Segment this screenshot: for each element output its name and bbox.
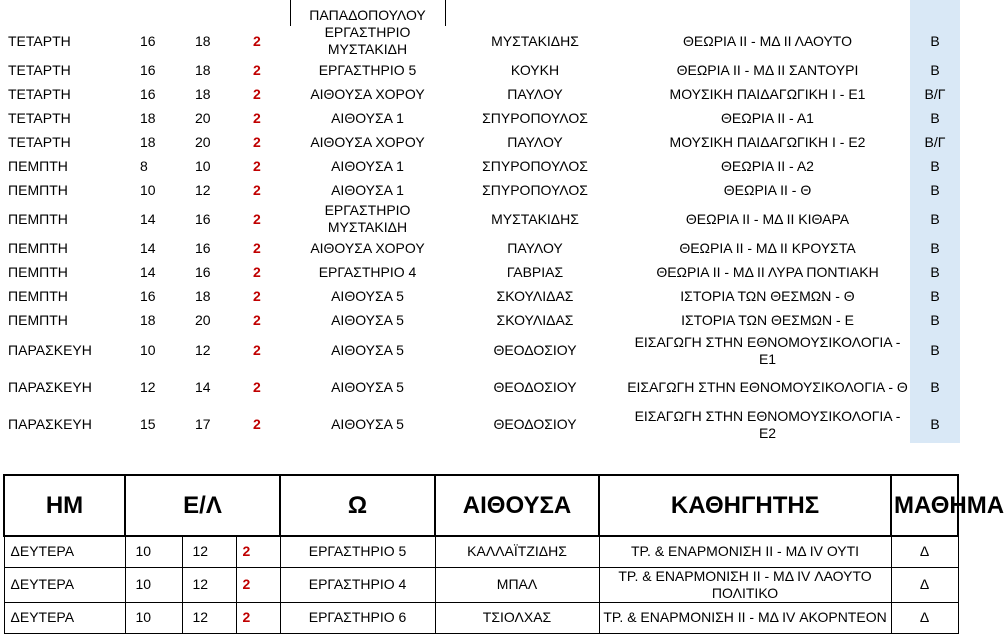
teacher-cell: ΘΕΟΔΟΣΙΟΥ [493,342,577,358]
day-cell: ΠΕΜΠΤΗ [8,181,68,198]
start-hour-cell: 14 [140,210,156,227]
level-cell: Β [910,24,960,58]
level-cell: Β [910,58,960,82]
table-row [0,130,960,154]
room-cell: ΕΡΓΑΣΤΗΡΙΟ ΜΥΣΤΑΚΙΔΗ [324,202,411,235]
header-cell: ΗΜ [4,475,125,536]
day-cell: ΤΕΤΑΡΤΗ [8,32,71,49]
room-cell: ΕΡΓΑΣΤΗΡΙΟ 5 [318,61,417,78]
teacher-cell: ΠΑΥΛΟΥ [507,239,563,256]
end-hour-cell: 17 [195,416,211,432]
course-cell: ΘΕΩΡΙΑ ΙΙ - Θ [723,181,812,198]
course-cell: ΤΡ. & ΕΝΑΡΜΟΝΙΣΗ ΙΙ - ΜΔ ΙV ΑΚΟΡΝΤΕΟΝ [599,602,891,633]
room-cell: ΕΡΓΑΣΤΗΡΙΟ 6 [280,602,435,633]
course-cell: ΙΣΤΟΡΙΑ ΤΩΝ ΘΕΣΜΩΝ - Θ [680,287,855,304]
end-hour-cell: 14 [195,379,211,395]
room-cell: ΑΙΘΟΥΣΑ 5 [331,416,404,432]
start-hour-cell: 16 [140,61,156,78]
start-hour-cell: 14 [140,239,156,256]
day-cell: ΠΑΡΑΣΚΕΥΗ [8,416,92,432]
room-cell: ΑΙΘΟΥΣΑ ΧΟΡΟΥ [310,85,425,102]
level-cell: Δ [891,602,958,633]
duration-cell: 2 [253,109,261,126]
teacher-cell: ΘΕΟΔΟΣΙΟΥ [493,379,577,395]
start-hour-cell: 10 [140,342,156,358]
level-cell: Β [910,284,960,308]
table-row [4,536,958,567]
table-row [0,58,960,82]
room-cell: ΕΡΓΑΣΤΗΡΙΟ ΜΥΣΤΑΚΙΔΗ [324,24,411,57]
start-hour-cell: 18 [140,311,156,328]
course-cell: ΘΕΩΡΙΑ ΙΙ - ΜΔ ΙΙ ΚΡΟΥΣΤΑ [679,239,856,256]
header-cell: ΚΑΘΗΓΗΤΗΣ [599,475,891,536]
table-row [0,178,960,202]
level-cell: Δ [891,567,958,602]
start-hour-cell: 12 [140,379,156,395]
table-row [0,284,960,308]
room-cell: ΠΑΠΑΔΟΠΟΥΛΟΥ [309,7,426,23]
day-cell: ΠΕΜΠΤΗ [8,157,68,174]
duration-cell: 2 [253,416,261,432]
course-cell: ΘΕΩΡΙΑ ΙΙ - ΜΔ ΙΙ ΛΑΟΥΤΟ [683,32,852,49]
duration-cell: 2 [253,157,261,174]
duration-cell: 2 [236,536,280,567]
start-hour-cell: 8 [140,157,148,174]
teacher-cell: ΣΠΥΡΟΠΟΥΛΟΣ [482,157,588,174]
room-cell: ΕΡΓΑΣΤΗΡΙΟ 4 [280,567,435,602]
course-cell: ΘΕΩΡΙΑ ΙΙ - ΜΔ ΙΙ ΣΑΝΤΟΥΡΙ [676,61,859,78]
teacher-cell: ΜΥΣΤΑΚΙΔΗΣ [491,210,579,227]
day-cell: ΤΕΤΑΡΤΗ [8,133,71,150]
room-cell: ΑΙΘΟΥΣΑ ΧΟΡΟΥ [310,239,425,256]
course-cell: ΘΕΩΡΙΑ ΙΙ - Α1 [721,109,814,126]
teacher-cell: ΓΑΒΡΙΑΣ [506,263,564,280]
level-cell: Β [910,154,960,178]
duration-cell: 2 [253,342,261,358]
end-hour-cell: 18 [195,32,211,49]
end-hour-cell: 10 [195,157,211,174]
table-row [4,567,958,602]
course-cell: ΘΕΩΡΙΑ ΙΙ - ΜΔ ΙΙ ΚΙΘΑΡΑ [685,210,850,227]
duration-cell: 2 [253,210,261,227]
end-hour-cell: 12 [182,602,236,633]
day-cell: ΤΕΤΑΡΤΗ [8,85,71,102]
room-cell: ΑΙΘΟΥΣΑ 5 [331,287,404,304]
duration-cell: 2 [236,567,280,602]
end-hour-cell: 20 [195,311,211,328]
end-hour-cell: 12 [195,181,211,198]
start-hour-cell: 18 [140,109,156,126]
end-hour-cell: 18 [195,61,211,78]
header-cell: Ε/Λ [125,475,280,536]
table-row [0,406,960,443]
start-hour-cell: 18 [140,133,156,150]
teacher-cell: ΜΠΑΛ [435,567,599,602]
level-cell: Β/Γ [910,130,960,154]
table-row [0,308,960,332]
table-row [0,236,960,260]
end-hour-cell: 18 [195,85,211,102]
table-row [4,602,958,633]
room-cell: ΑΙΘΟΥΣΑ ΧΟΡΟΥ [310,133,425,150]
duration-cell: 2 [253,85,261,102]
start-hour-cell: 15 [140,416,156,432]
level-cell: Β [910,202,960,236]
level-cell: Β/Γ [910,82,960,106]
table-row [0,332,960,369]
level-cell: Β [910,260,960,284]
start-hour-cell: 10 [125,536,182,567]
day-cell: ΠΕΜΠΤΗ [8,263,68,280]
level-cell: Β [910,178,960,202]
end-hour-cell: 20 [195,109,211,126]
teacher-cell: ΣΚΟΥΛΙΔΑΣ [496,311,574,328]
day-cell: ΠΕΜΠΤΗ [8,239,68,256]
course-cell: ΕΙΣΑΓΩΓΗ ΣΤΗΝ ΕΘΝΟΜΟΥΣΙΚΟΛΟΓΙΑ - Ε1 [634,333,901,367]
duration-cell: 2 [253,311,261,328]
end-hour-cell: 20 [195,133,211,150]
teacher-cell: ΠΑΥΛΟΥ [507,133,563,150]
course-cell: ΜΟΥΣΙΚΗ ΠΑΙΔΑΓΩΓΙΚΗ Ι - Ε1 [669,85,866,102]
level-cell: Β [910,236,960,260]
room-cell: ΑΙΘΟΥΣΑ 1 [331,157,404,174]
start-hour-cell: 10 [125,567,182,602]
teacher-cell: ΣΠΥΡΟΠΟΥΛΟΣ [482,181,588,198]
table-row [0,260,960,284]
room-cell: ΕΡΓΑΣΤΗΡΙΟ 4 [318,263,417,280]
level-cell: Β [910,106,960,130]
level-cell: Β [910,332,960,369]
start-hour-cell: 10 [140,181,156,198]
day-cell: ΠΕΜΠΤΗ [8,210,68,227]
start-hour-cell: 14 [140,263,156,280]
duration-cell: 2 [253,239,261,256]
course-cell: ΘΕΩΡΙΑ ΙΙ - Α2 [721,157,814,174]
teacher-cell: ΜΥΣΤΑΚΙΔΗΣ [491,32,579,49]
table-row [0,0,960,24]
end-hour-cell: 12 [182,536,236,567]
teacher-cell: ΚΟΥΚΗ [510,61,560,78]
start-hour-cell: 10 [125,602,182,633]
start-hour-cell: 16 [140,85,156,102]
duration-cell: 2 [236,602,280,633]
teacher-cell: ΣΚΟΥΛΙΔΑΣ [496,287,574,304]
level-cell: Β [910,308,960,332]
teacher-cell: ΠΑΥΛΟΥ [507,85,563,102]
duration-cell: 2 [253,379,261,395]
day-cell: ΠΑΡΑΣΚΕΥΗ [8,379,92,395]
day-cell: ΔΕΥΤΕΡΑ [4,536,125,567]
table-row [0,106,960,130]
header-cell: Ω [280,475,435,536]
level-cell: Β [910,369,960,406]
day-cell: ΤΕΤΑΡΤΗ [8,61,71,78]
teacher-cell: ΤΣΙΟΛΧΑΣ [435,602,599,633]
day-cell: ΠΑΡΑΣΚΕΥΗ [8,342,92,358]
day-cell: ΔΕΥΤΕΡΑ [4,602,125,633]
day-cell: ΔΕΥΤΕΡΑ [4,567,125,602]
course-cell: ΘΕΩΡΙΑ ΙΙ - ΜΔ ΙΙ ΛΥΡΑ ΠΟΝΤΙΑΚΗ [656,263,879,280]
course-cell: ΕΙΣΑΓΩΓΗ ΣΤΗΝ ΕΘΝΟΜΟΥΣΙΚΟΛΟΓΙΑ - Θ [627,379,908,395]
course-cell: ΤΡ. & ΕΝΑΡΜΟΝΙΣΗ ΙΙ - ΜΔ ΙV ΟΥΤΙ [599,536,891,567]
end-hour-cell: 12 [182,567,236,602]
duration-cell: 2 [253,32,261,49]
day-cell: ΠΕΜΠΤΗ [8,311,68,328]
end-hour-cell: 18 [195,287,211,304]
end-hour-cell: 16 [195,210,211,227]
level-cell: Β [910,406,960,443]
table-row [0,24,960,58]
table-row [0,369,960,406]
teacher-cell: ΚΑΛΛΑΪΤΖΙΔΗΣ [435,536,599,567]
header-cell: ΜΑΘΗΜΑ [891,475,958,536]
duration-cell: 2 [253,287,261,304]
header-row [4,475,958,536]
room-cell: ΑΙΘΟΥΣΑ 5 [331,379,404,395]
day-cell: ΠΕΜΠΤΗ [8,287,68,304]
end-hour-cell: 12 [195,342,211,358]
table-row [0,82,960,106]
room-cell: ΑΙΘΟΥΣΑ 1 [331,109,404,126]
teacher-cell: ΘΕΟΔΟΣΙΟΥ [493,416,577,432]
start-hour-cell: 16 [140,32,156,49]
header-cell: ΑΙΘΟΥΣΑ [435,475,599,536]
duration-cell: 2 [253,181,261,198]
bottom-schedule-table [3,474,1004,634]
room-cell: ΕΡΓΑΣΤΗΡΙΟ 5 [280,536,435,567]
course-cell: ΙΣΤΟΡΙΑ ΤΩΝ ΘΕΣΜΩΝ - Ε [681,311,854,328]
table-row [0,154,960,178]
start-hour-cell: 16 [140,287,156,304]
course-cell: ΜΟΥΣΙΚΗ ΠΑΙΔΑΓΩΓΙΚΗ Ι - Ε2 [669,133,866,150]
day-cell: ΤΕΤΑΡΤΗ [8,109,71,126]
end-hour-cell: 16 [195,263,211,280]
duration-cell: 2 [253,263,261,280]
course-cell: ΕΙΣΑΓΩΓΗ ΣΤΗΝ ΕΘΝΟΜΟΥΣΙΚΟΛΟΓΙΑ - Ε2 [634,407,901,441]
duration-cell: 2 [253,133,261,150]
room-cell: ΑΙΘΟΥΣΑ 5 [331,342,404,358]
duration-cell: 2 [253,61,261,78]
table-row [0,202,960,236]
room-cell: ΑΙΘΟΥΣΑ 1 [331,181,404,198]
end-hour-cell: 16 [195,239,211,256]
teacher-cell: ΣΠΥΡΟΠΟΥΛΟΣ [482,109,588,126]
level-cell: Δ [891,536,958,567]
course-cell: ΤΡ. & ΕΝΑΡΜΟΝΙΣΗ ΙΙ - ΜΔ ΙV ΛΑΟΥΤΟ ΠΟΛΙΤΙΚΟ [599,567,891,602]
room-cell: ΑΙΘΟΥΣΑ 5 [331,311,404,328]
